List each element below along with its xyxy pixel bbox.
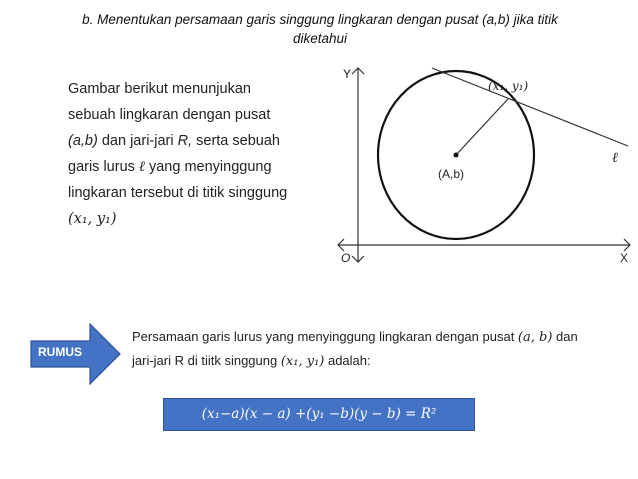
tangent-point-label: (x₁, y₁) — [488, 79, 529, 93]
rumus-description — [132, 325, 632, 373]
tangent-point-text: (x₁, y₁) — [68, 211, 117, 227]
formula-box: (x₁−a)(x − a) +(y₁ −b)(y − b) = R² — [163, 398, 475, 431]
line-symbol: ℓ — [138, 159, 145, 175]
center-dot — [454, 153, 459, 158]
intro-line-4-start: garis lurus — [68, 159, 139, 175]
intro-line-4-end: yang menyinggung — [144, 159, 272, 175]
intro-line-3-end: serta sebuah — [192, 133, 280, 149]
rumus-center-point: (a, b) — [517, 330, 553, 345]
rumus-line-2 — [132, 349, 632, 373]
radius-symbol: R, — [177, 133, 193, 149]
rumus-line-2-end: adalah: — [324, 353, 371, 368]
intro-line-2: sebuah lingkaran dengan pusat — [68, 107, 271, 123]
x-axis-label: X — [620, 251, 629, 265]
heading-line-1: b. Menentukan persamaan garis singgung lingkaran dengan pusat (a,b) jika titik — [82, 12, 558, 27]
tangent-line — [432, 68, 628, 146]
intro-line-3-mid: dan jari-jari — [97, 133, 178, 149]
line-label: ℓ — [612, 150, 618, 166]
intro-line-5: lingkaran tersebut di titik singgung — [68, 185, 288, 201]
y-axis-label: Y — [343, 67, 352, 81]
radius-line — [456, 99, 508, 155]
center-label: (A,b) — [438, 167, 465, 181]
heading-line-2: diketahui — [292, 31, 348, 46]
rumus-tangent-point: (x₁, y₁) — [280, 354, 325, 369]
rumus-line-1-start: Persamaan garis lurus yang menyinggung lingkaran dengan pusat — [132, 329, 518, 344]
rumus-line-1-end: dan — [552, 329, 578, 344]
rumus-line-1 — [132, 325, 632, 349]
rumus-label: RUMUS — [38, 345, 82, 359]
rumus-line-2-start: jari-jari R di tiitk singgung — [132, 353, 281, 368]
center-point-text: (a,b) — [68, 133, 98, 149]
intro-line-1: Gambar berikut menunjukan — [68, 81, 251, 97]
origin-label: O — [341, 251, 351, 265]
